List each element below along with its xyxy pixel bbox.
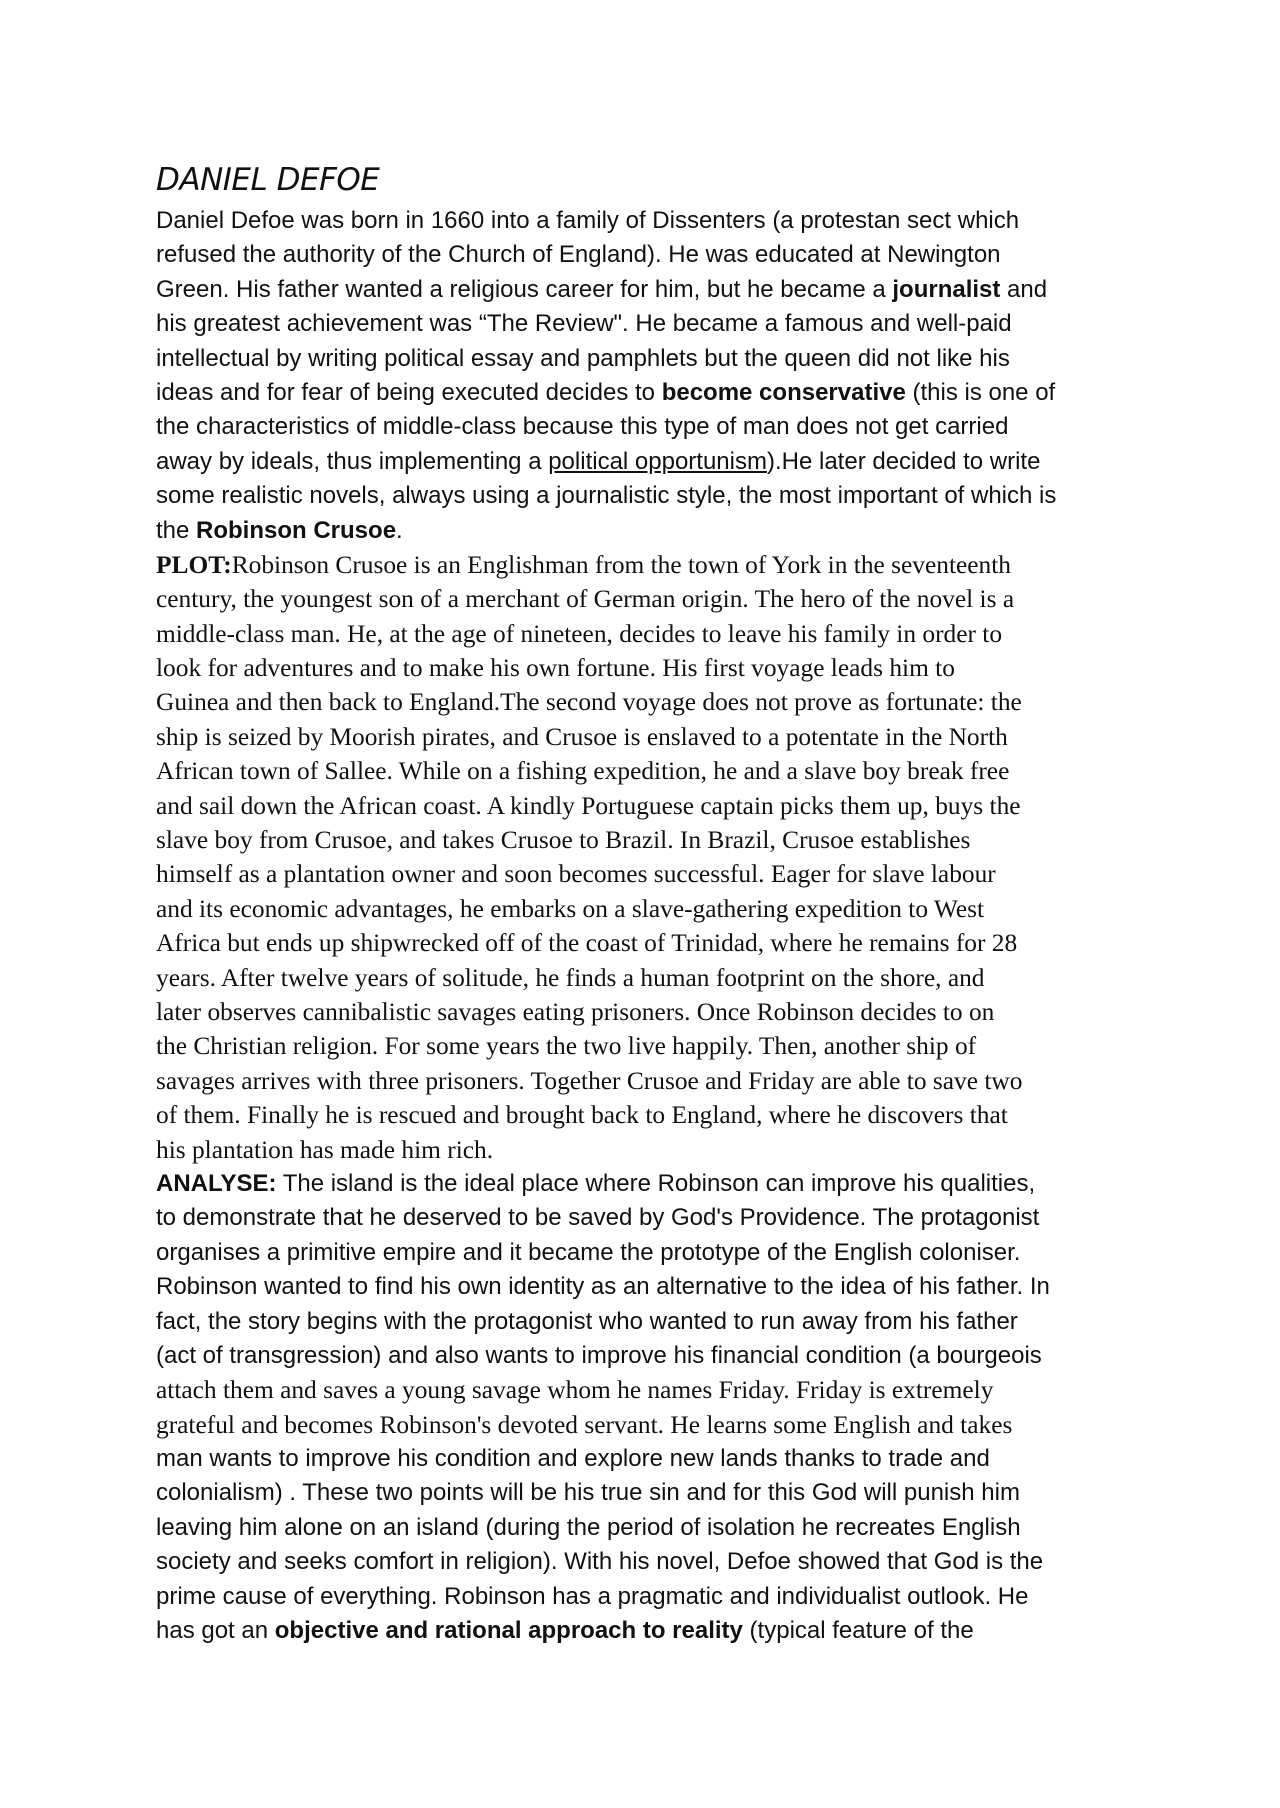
analyse-text: man wants to improve his condition and explore new lands thanks to trade and <box>156 1445 990 1473</box>
intro-text: ideas and for fear of being executed decides to <box>156 378 662 406</box>
analyse-text: Robinson wanted to find his own identity as an alternative to the idea of his father. In <box>156 1273 1050 1301</box>
plot-line <box>156 1133 1156 1167</box>
analyse-text: organises a primitive empire and it became the prototype of the English coloniser. <box>156 1238 1021 1266</box>
plot-line <box>156 582 1156 616</box>
intro-line <box>156 238 1156 272</box>
analyse-line <box>156 1442 1156 1476</box>
page-title: DANIEL DEFOE <box>156 162 380 198</box>
intro-text: Daniel Defoe was born in 1660 into a family of Dissenters (a protestan sect which <box>156 207 1020 234</box>
analyse-text: society and seeks comfort in religion). With his novel, Defoe showed that God is the <box>156 1548 1044 1576</box>
plot-text: and its economic advantages, he embarks on a slave-gathering expedition to West <box>156 894 985 923</box>
analyse-line <box>156 1236 1156 1270</box>
analyse-text: grateful and becomes Robinson's devoted servant. He learns some English and takes <box>156 1410 1013 1439</box>
intro-text: refused the authority of the Church of England). He was educated at Newington <box>156 241 1001 269</box>
analyse-text: attach them and saves a young savage whom he names Friday. Friday is extremely <box>156 1376 994 1405</box>
analyse-line <box>156 1545 1156 1579</box>
analyse-line <box>156 1614 1156 1648</box>
plot-line <box>156 720 1156 754</box>
plot-line <box>156 789 1156 823</box>
plot-text: ship is seized by Moorish pirates, and Crusoe is enslaved to a potentate in the North <box>156 722 1008 751</box>
intro-text: and <box>1000 275 1048 303</box>
analyse-line <box>156 1580 1156 1614</box>
plot-line <box>156 995 1156 1029</box>
plot-text: later observes cannibalistic savages eating prisoners. Once Robinson decides to on <box>156 997 995 1026</box>
intro-text: the <box>156 516 197 544</box>
intro-text: away by ideals, thus implementing a <box>156 447 549 475</box>
plot-line <box>156 651 1156 685</box>
bold-term-robinson-crusoe: Robinson Crusoe <box>196 516 397 544</box>
analyse-label: ANALYSE: <box>156 1169 277 1197</box>
document-body <box>156 204 1156 1648</box>
analyse-text: (typical feature of the <box>742 1617 974 1645</box>
intro-line <box>156 342 1156 376</box>
plot-line <box>156 1098 1156 1132</box>
analyse-line <box>156 1305 1156 1339</box>
analyse-text: colonialism) . These two points will be his true sin and for this God will punish him <box>156 1479 1020 1507</box>
intro-line <box>156 273 1156 307</box>
analyse-line <box>156 1201 1156 1235</box>
plot-line <box>156 823 1156 857</box>
analyse-text: leaving him alone on an island (during the period of isolation he recreates English <box>156 1513 1021 1541</box>
analyse-text: The island is the ideal place where Robinson can improve his qualities, <box>276 1169 1036 1197</box>
intro-line <box>156 514 1156 548</box>
plot-text: and sail down the African coast. A kindly Portuguese captain picks them up, buys the <box>156 791 1021 820</box>
intro-line <box>156 479 1156 513</box>
plot-text: Guinea and then back to England.The second voyage does not prove as fortunate: the <box>156 688 1022 717</box>
bold-term-conservative: become conservative <box>661 378 906 406</box>
underlined-term: political opportunism <box>548 447 767 475</box>
plot-text: century, the youngest son of a merchant of German origin. The hero of the novel is a <box>156 585 1015 614</box>
analyse-text: to demonstrate that he deserved to be saved by God's Providence. The protagonist <box>156 1204 1040 1232</box>
analyse-text: has got an <box>156 1617 275 1645</box>
analyse-line <box>156 1270 1156 1304</box>
analyse-line <box>156 1511 1156 1545</box>
plot-text: Africa but ends up shipwrecked off of the coast of Trinidad, where he remains for 28 <box>156 929 1018 958</box>
plot-text: his plantation has made him rich. <box>156 1135 494 1164</box>
analyse-line <box>156 1167 1156 1201</box>
plot-line <box>156 926 1156 960</box>
intro-text: intellectual by writing political essay and pamphlets but the queen did not like his <box>156 344 1010 372</box>
plot-line <box>156 892 1156 926</box>
plot-line <box>156 685 1156 719</box>
bold-term-journalist: journalist <box>892 275 1001 303</box>
intro-line <box>156 204 1156 238</box>
plot-text: of them. Finally he is rescued and brought back to England, where he discovers that <box>156 1101 1008 1130</box>
plot-line <box>156 1029 1156 1063</box>
intro-text: ).He later decided to write <box>766 447 1041 475</box>
analyse-line <box>156 1373 1156 1407</box>
intro-text: some realistic novels, always using a journalistic style, the most important of which is <box>156 482 1057 510</box>
plot-text: Robinson Crusoe is an Englishman from the town of York in the seventeenth <box>231 550 1011 579</box>
plot-line <box>156 548 1156 582</box>
intro-line <box>156 307 1156 341</box>
analyse-line <box>156 1476 1156 1510</box>
plot-text: slave boy from Crusoe, and takes Crusoe to Brazil. In Brazil, Crusoe establishes <box>156 826 971 855</box>
plot-label: PLOT: <box>156 550 232 579</box>
plot-line <box>156 617 1156 651</box>
plot-line <box>156 961 1156 995</box>
intro-text: . <box>396 516 403 544</box>
intro-text: his greatest achievement was “The Review". He became a famous and well-paid <box>156 310 1012 338</box>
analyse-text: (act of transgression) and also wants to improve his financial condition (a bourgeois <box>156 1341 1042 1369</box>
analyse-text: fact, the story begins with the protagonist who wanted to run away from his father <box>156 1307 1018 1335</box>
intro-line <box>156 376 1156 410</box>
plot-text: look for adventures and to make his own fortune. His first voyage leads him to <box>156 654 955 683</box>
intro-line <box>156 410 1156 444</box>
bold-term-objective-approach: objective and rational approach to reality <box>274 1617 743 1645</box>
plot-text: the Christian religion. For some years the two live happily. Then, another ship of <box>156 1032 977 1061</box>
plot-text: years. After twelve years of solitude, he finds a human footprint on the shore, and <box>156 963 985 992</box>
intro-text: (this is one of <box>905 378 1056 406</box>
intro-text: Green. His father wanted a religious career for him, but he became a <box>156 275 893 303</box>
plot-text: savages arrives with three prisoners. Together Crusoe and Friday are able to save two <box>156 1066 1023 1095</box>
intro-text: the characteristics of middle-class because this type of man does not get carried <box>156 413 1009 441</box>
analyse-line <box>156 1408 1156 1442</box>
analyse-text: prime cause of everything. Robinson has a pragmatic and individualist outlook. He <box>156 1582 1029 1610</box>
plot-line <box>156 754 1156 788</box>
plot-line <box>156 1064 1156 1098</box>
analyse-line <box>156 1339 1156 1373</box>
plot-line <box>156 857 1156 891</box>
plot-text: middle-class man. He, at the age of nineteen, decides to leave his family in order to <box>156 619 1003 648</box>
plot-text: himself as a plantation owner and soon becomes successful. Eager for slave labour <box>156 860 996 889</box>
plot-text: African town of Sallee. While on a fishing expedition, he and a slave boy break free <box>156 757 1010 786</box>
intro-line <box>156 445 1156 479</box>
